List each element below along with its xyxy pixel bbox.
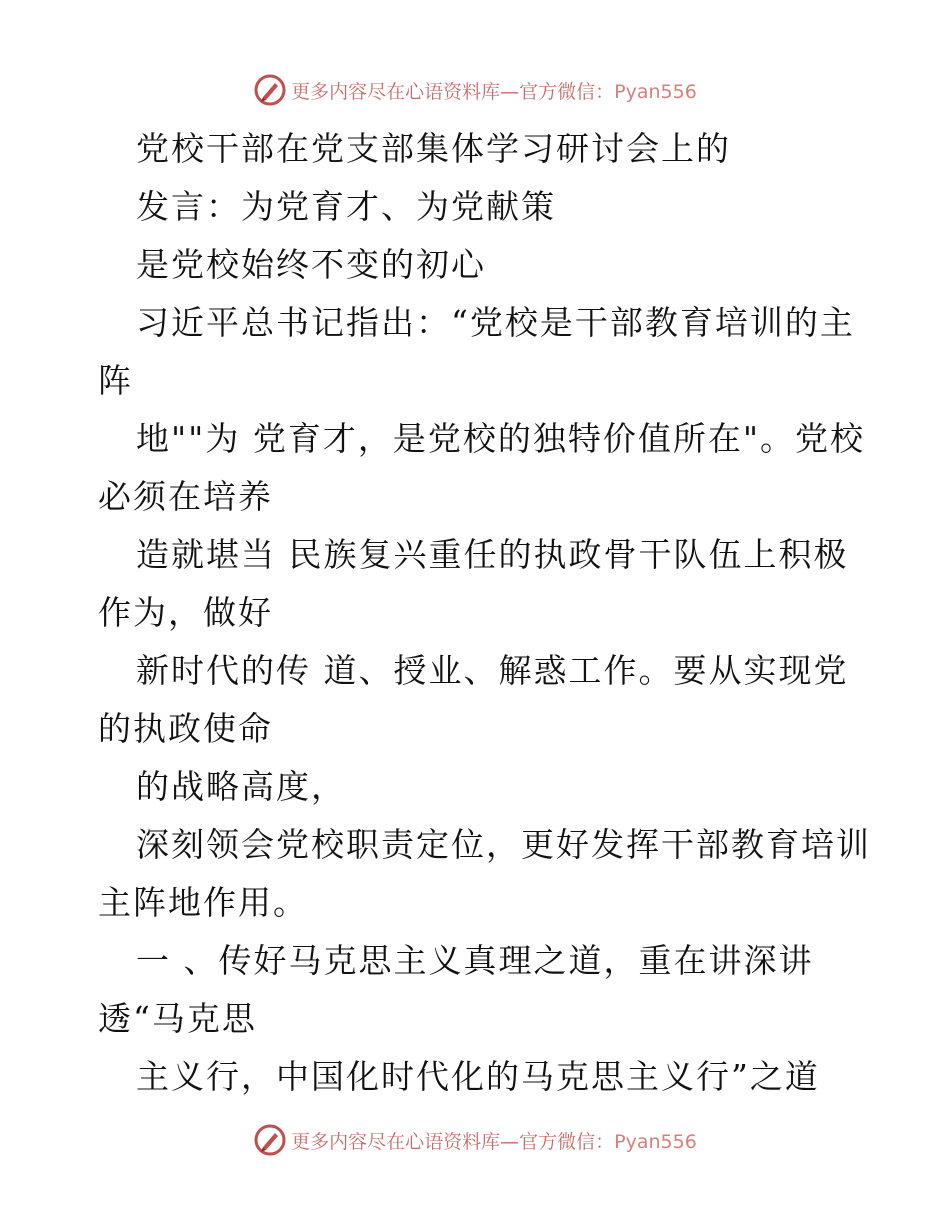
text-line: 习近平总书记指出：“党校是干部教育培训的主	[136, 303, 855, 342]
text-line: 作为，做好	[98, 593, 273, 632]
text-line: 阵	[98, 361, 133, 400]
text-line: 透“马克思	[98, 999, 257, 1038]
text-line: 的战略高度，	[136, 767, 346, 806]
pen-logo-icon	[253, 73, 287, 107]
text-line: 一 、传好马克思主义真理之道，重在讲深讲	[136, 941, 814, 980]
text-line: 主义行，中国化时代化的马克思主义行”之道	[136, 1057, 820, 1096]
banner-text: 更多内容尽在心语资料库—官方微信：Pyan556	[291, 80, 697, 103]
banner-text: 更多内容尽在心语资料库—官方微信：Pyan556	[291, 1130, 697, 1153]
text-line: 的执政使命	[98, 709, 273, 748]
text-line: 地""为 党育才，是党校的独特价值所在"。党校	[136, 419, 866, 458]
text-line: 主阵地作用。	[98, 883, 308, 922]
text-line: 新时代的传 道、授业、解惑工作。要从实现党	[136, 651, 849, 690]
text-line: 党校干部在党支部集体学习研讨会上的	[136, 129, 731, 168]
text-line: 发言：为党育才、为党献策	[136, 187, 556, 226]
text-line: 是党校始终不变的初心	[136, 245, 486, 284]
pen-logo-icon	[253, 1123, 287, 1157]
text-line: 必须在培养	[98, 477, 273, 516]
footer-banner	[0, 1120, 950, 1160]
header-banner	[0, 70, 950, 110]
text-line: 造就堪当 民族复兴重任的执政骨干队伍上积极	[136, 535, 849, 574]
text-line: 深刻领会党校职责定位，更好发挥干部教育培训	[136, 825, 871, 864]
document-body	[98, 120, 871, 1106]
